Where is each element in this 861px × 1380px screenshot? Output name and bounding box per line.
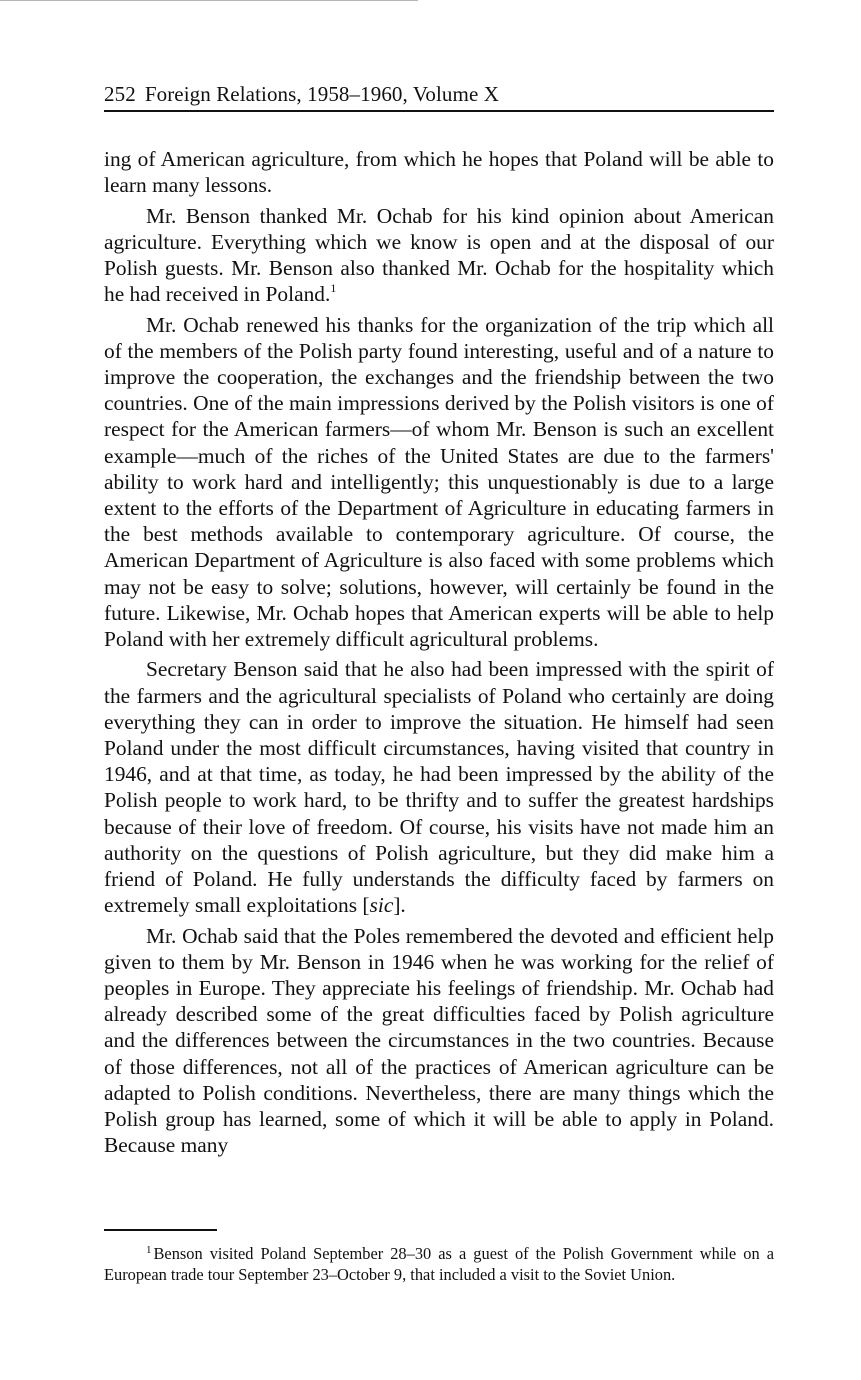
- paragraph-continuation: ing of American agriculture, from which he hopes that Poland will be able to learn many lessons.: [104, 147, 774, 198]
- footnote-rule: [104, 1229, 217, 1231]
- document-page: [104, 80, 774, 1163]
- sic-annotation: sic: [369, 893, 394, 918]
- page-number: 252: [104, 82, 136, 106]
- paragraph-ochab-thanks: Mr. Ochab renewed his thanks for the organization of the trip which all of the members of the Polish party found interesting, useful and of a nature to improve the cooperation, the exchanges and the friendship between the two countries. One of the main impressions derived by the Polish visitors is one of respect for the American farmers—of whom Mr. Benson is such an excellent example—much of the riches of the United States are due to the farmers' ability to work hard and intelligently; this unquestionably is due to a large extent to the efforts of the Department of Agriculture in educating farmers in the best methods available to contemporary agriculture. Of course, the American Department of Agriculture is also faced with some problems which may not be easy to solve; solutions, however, will certainly be found in the future. Likewise, Mr. Ochab hopes that American experts will be able to help Poland with her extremely difficult agricultural problems.: [104, 312, 774, 652]
- paragraph-benson-thanks: [104, 203, 774, 308]
- footnote: [104, 1243, 774, 1285]
- footnote-reference: 1: [330, 281, 337, 296]
- footnote-number: 1: [146, 1244, 152, 1256]
- volume-title: Foreign Relations, 1958–1960, Volume X: [144, 82, 499, 106]
- paragraph-text: Secretary Benson said that he also had been impressed with the spirit of the farmers and the agricultural specialists of Poland who certainly are doing everything they can in order to improve the situation. He himself had seen Poland under the most difficult circumstances, having visited that country in 1946, and at that time, as today, he had been impressed by the ability of the Polish people to work hard, to be thrifty and to suffer the greatest hardships because of their love of freedom. Of course, his visits have not made him an authority on the questions of Polish agriculture, but they did make him a friend of Poland. He fully understands the difficulty faced by farmers on extremely small exploitations: [104, 657, 774, 918]
- header-rule: [104, 110, 774, 112]
- paragraph-benson-impressed: Secretary Benson said that he also had been impressed with the spirit of the farmers and the agricultural specialists of Poland who certainly are doing everything they can in order to improve the situation. He himself had seen Poland under the most difficult circumstances, having visited that country in 1946, and at that time, as today, he had been impressed by the ability of the Polish people to work hard, to be thrifty and to suffer the greatest hardships because of their love of freedom. Of course, his visits have not made him an authority on the questions of Polish agriculture, but they did make him a friend of Poland. He fully understands the difficulty faced by farmers on extremely small exploitations [sic].: [104, 657, 774, 918]
- body-text: [104, 146, 774, 1158]
- scan-top-edge-rule: [0, 0, 418, 1]
- paragraph-text: Mr. Benson thanked Mr. Ochab for his kind opinion about American agriculture. Everything which we know is open and at the disposal of our Polish guests. Mr. Benson also thanked Mr. Ochab for the hospitality which he had received in Poland.: [104, 203, 774, 307]
- paragraph-ochab-remembered: Mr. Ochab said that the Poles remembered the devoted and efficient help given to them by Mr. Benson in 1946 when he was working for the relief of peoples in Europe. They appreciate his feelings of friendship. Mr. Ochab had already described some of the great difficulties faced by Polish agriculture and the differences between the circumstances in the two countries. Because of those differences, not all of the practices of American agriculture can be adapted to Polish conditions. Nevertheless, there are many things which the Polish group has learned, some of which it will be able to apply in Poland. Because many: [104, 923, 774, 1158]
- running-header: [104, 80, 774, 108]
- footnote-text: Benson visited Poland September 28–30 as a guest of the Polish Government while on a European trade tour September 23–October 9, that included a visit to the Soviet Union.: [104, 1244, 774, 1284]
